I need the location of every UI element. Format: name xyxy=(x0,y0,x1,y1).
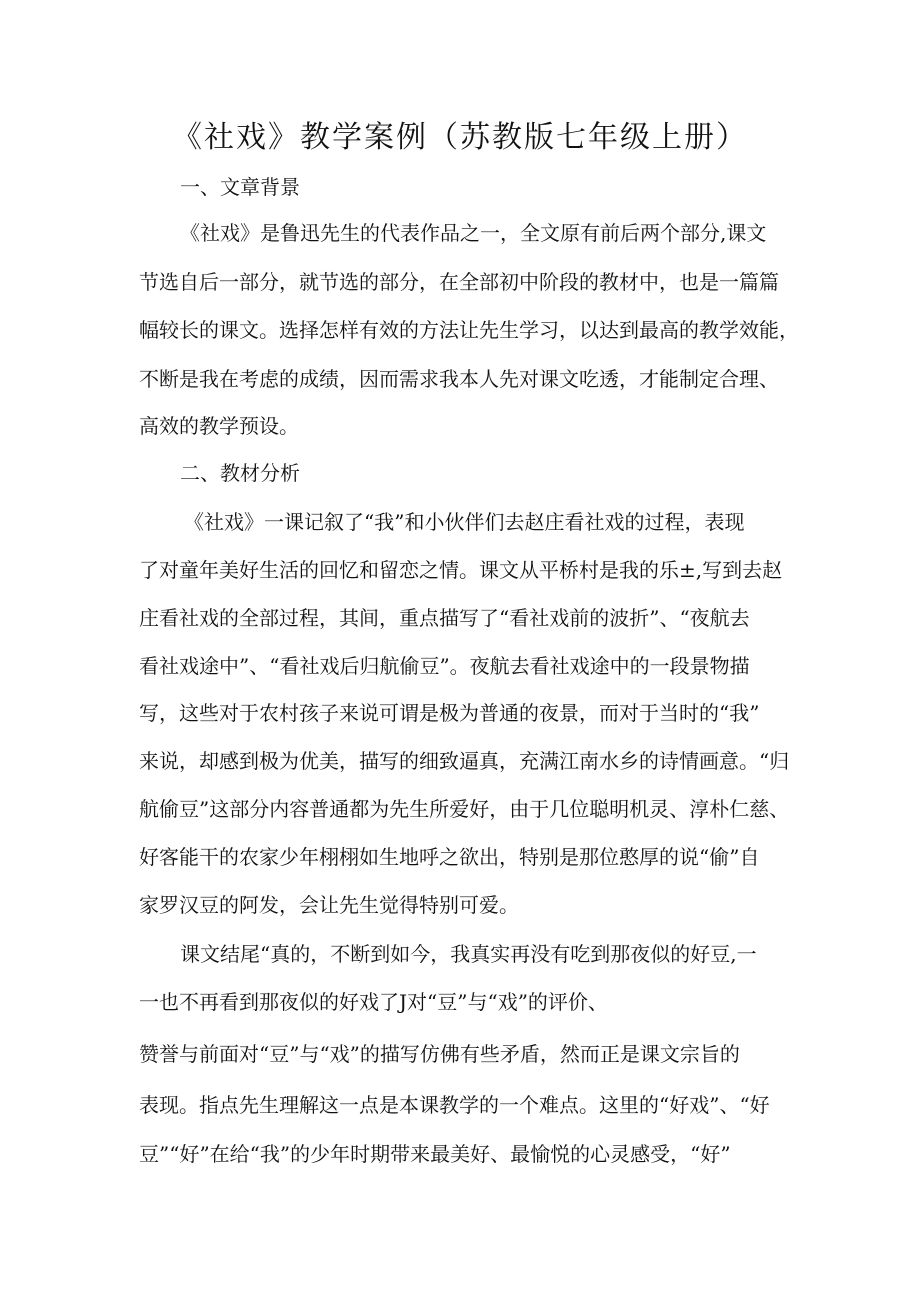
paragraph-line: 一也不再看到那夜似的好戏了J对“豆”与“戏”的评价、 xyxy=(139,990,608,1014)
paragraph-line: 庄看社戏的全部过程，其间，重点描写了“看社戏前的波折”、“夜航去 xyxy=(139,606,750,630)
paragraph-line: 《社戏》一课记叙了“我”和小伙伴们去赵庄看社戏的过程，表现 xyxy=(184,510,745,534)
paragraph-line: 好客能干的农家少年栩栩如生地呼之欲出，特别是那位憨厚的说“偷”自 xyxy=(139,845,760,869)
paragraph-line: 了对童年美好生活的回忆和留恋之情。课文从平桥村是我的乐±,写到去赵 xyxy=(139,558,783,582)
paragraph-line: 课文结尾“真的，不断到如今，我真实再没有吃到那夜似的好豆,一 xyxy=(180,942,757,966)
paragraph-line: 豆”“好”在给“我”的少年时期带来最美好、最愉悦的心灵感受，“好” xyxy=(139,1142,731,1166)
paragraph-line: 航偷豆”这部分内容普通都为先生所爱好，由于几位聪明机灵、淳朴仁慈、 xyxy=(139,797,790,821)
paragraph-line: 节选自后一部分，就节选的部分，在全部初中阶段的教材中，也是一篇篇 xyxy=(139,270,779,294)
paragraph-line: 写，这些对于农村孩子来说可谓是极为普通的夜景，而对于当时的“我” xyxy=(139,701,760,725)
paragraph-line: 看社戏途中”、“看社戏后归航偷豆”。夜航去看社戏途中的一段景物描 xyxy=(139,654,750,678)
paragraph-line: 赞誉与前面对“豆”与“戏”的描写仿佛有些矛盾，然而正是课文宗旨的 xyxy=(139,1042,740,1066)
paragraph-line: 高效的教学预设。 xyxy=(139,414,299,438)
paragraph-line: 幅较长的课文。选择怎样有效的方法让先生学习，以达到最高的教学效能， xyxy=(139,318,799,342)
section-heading-background: 一、文章背景 xyxy=(180,175,300,199)
paragraph-line: 家罗汉豆的阿发，会让先生觉得特别可爱。 xyxy=(139,893,519,917)
section-heading-analysis: 二、教材分析 xyxy=(180,461,300,485)
paragraph-line: 表现。指点先生理解这一点是本课教学的一个难点。这里的“好戏”、“好 xyxy=(139,1093,770,1117)
paragraph-line: 《社戏》是鲁迅先生的代表作品之一，全文原有前后两个部分,课文 xyxy=(180,221,767,245)
document-title: 《社戏》教学案例（苏教版七年级上册） xyxy=(172,120,748,155)
paragraph-line: 来说，却感到极为优美，描写的细致逼真，充满江南水乡的诗情画意。“归 xyxy=(139,749,790,773)
paragraph-line: 不断是我在考虑的成绩，因而需求我本人先对课文吃透，才能制定合理、 xyxy=(139,367,779,391)
